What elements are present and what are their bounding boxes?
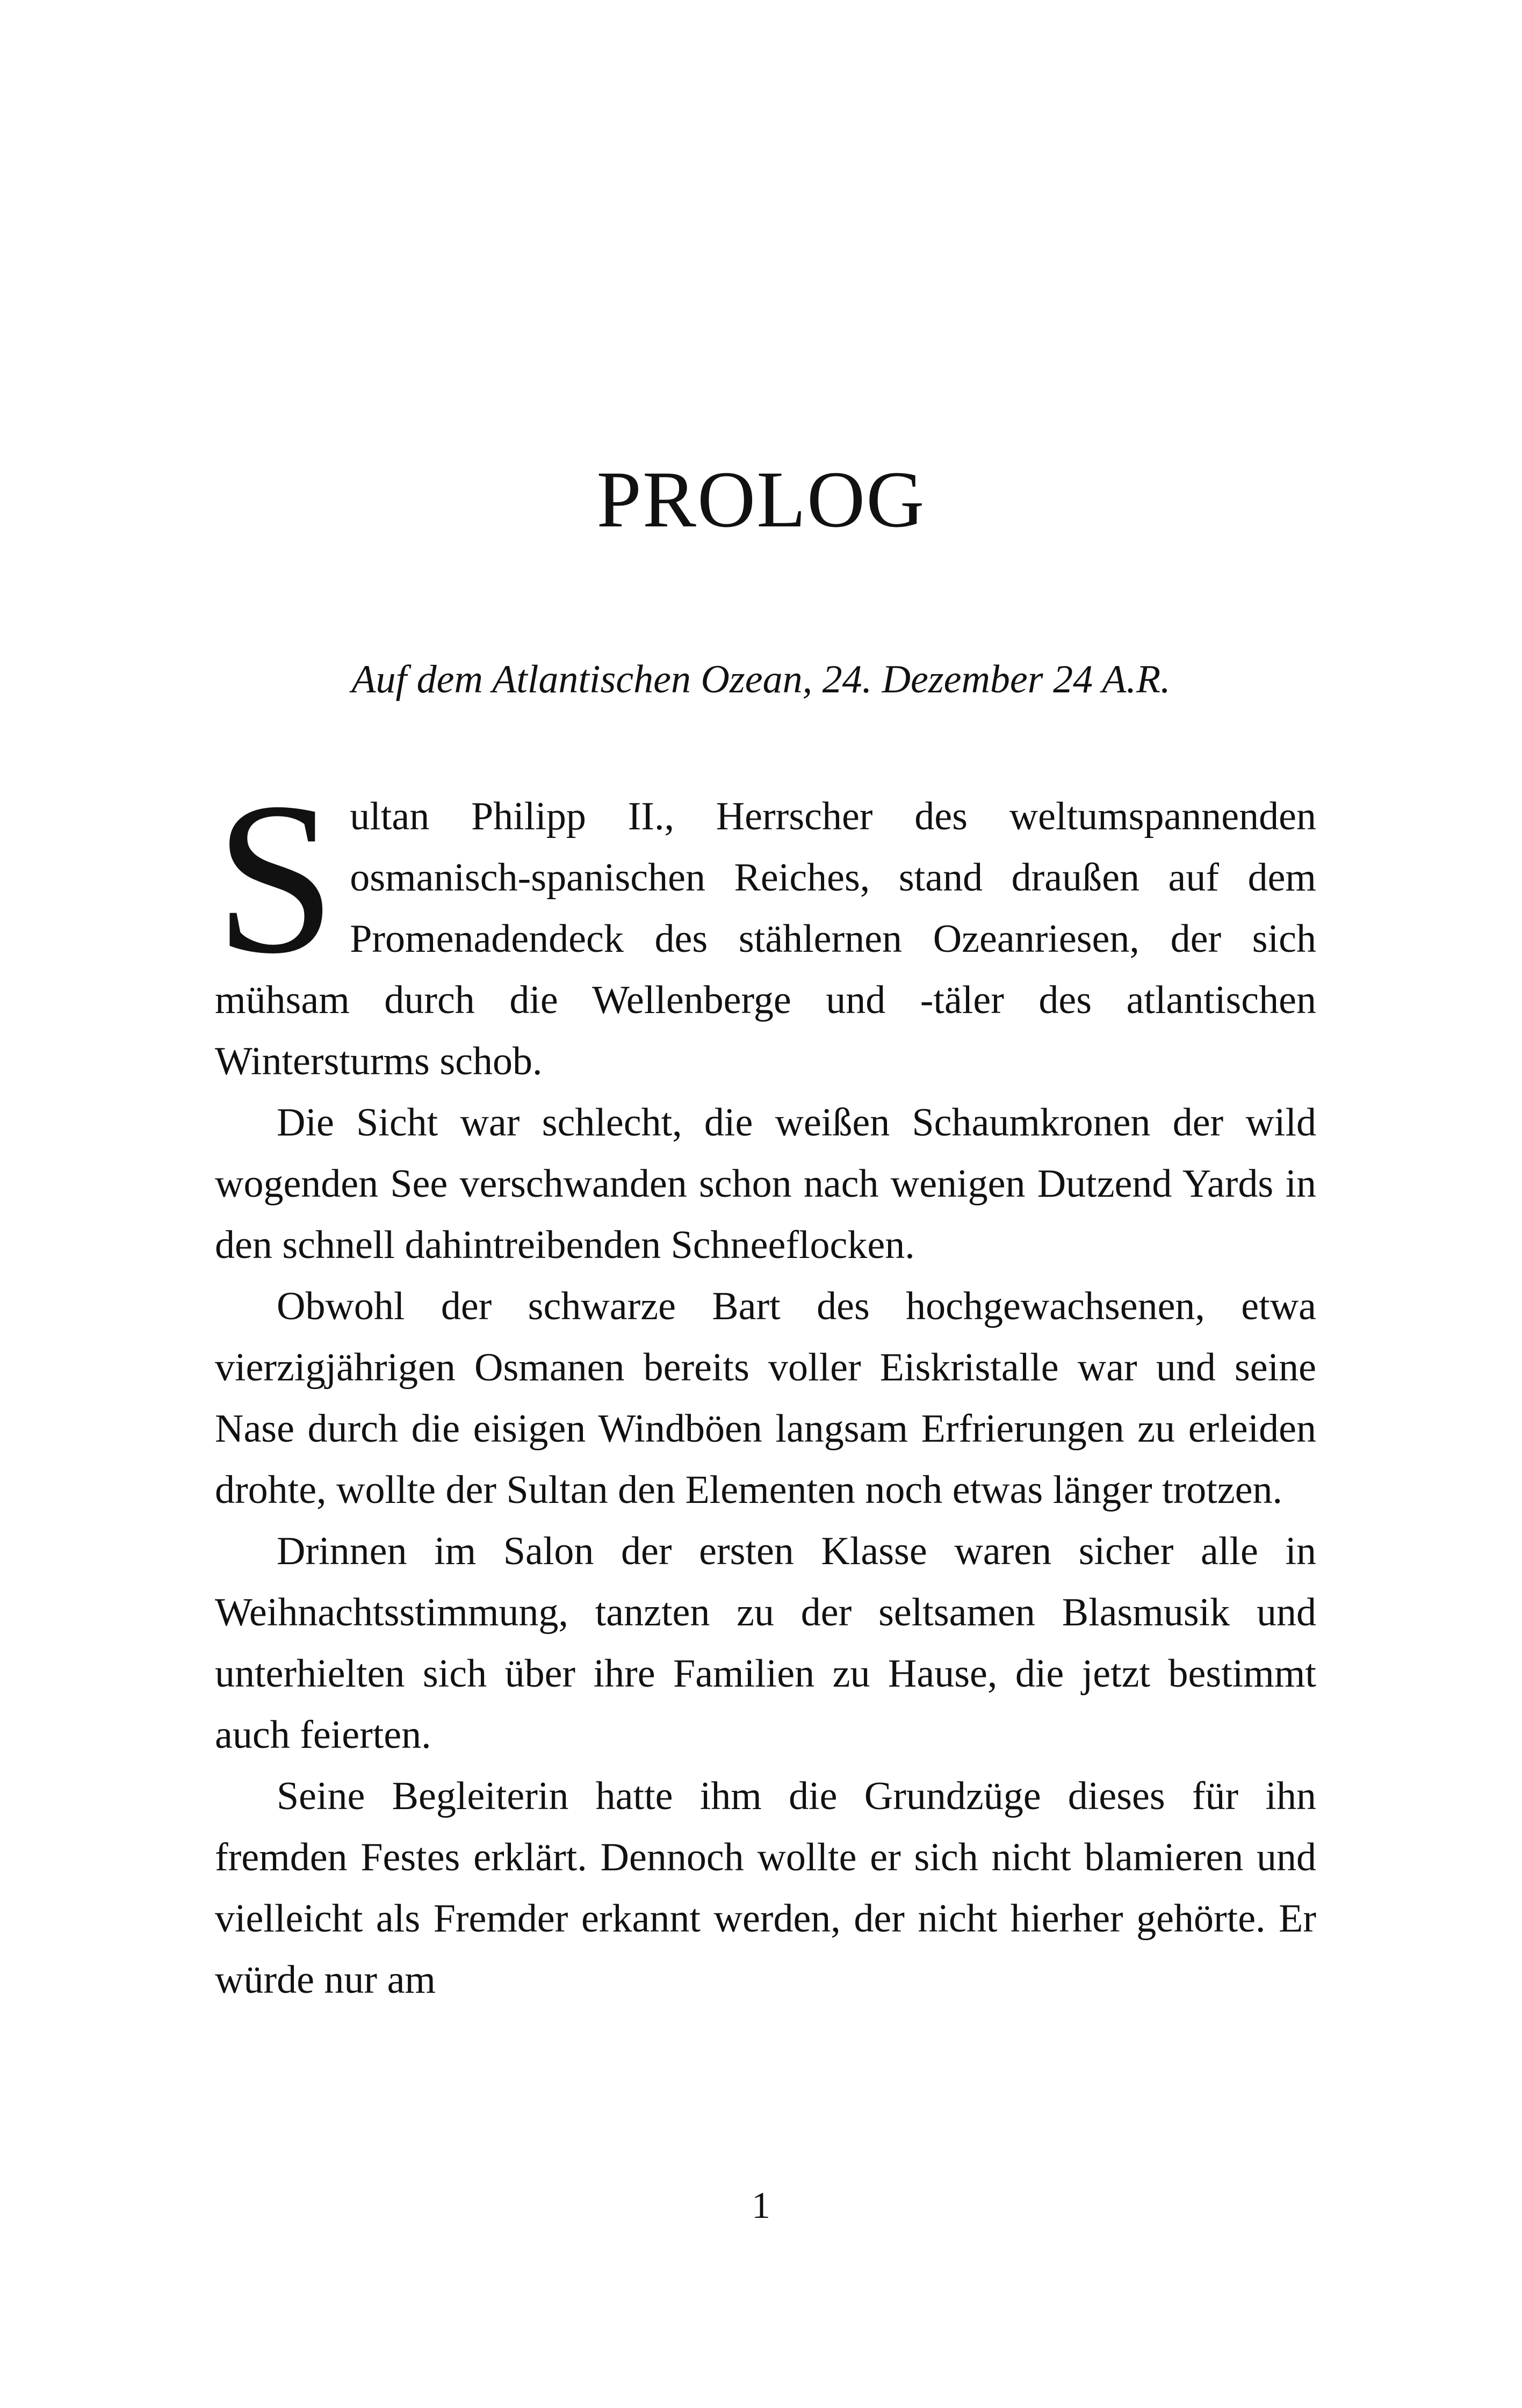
page-number: 1 xyxy=(752,2185,770,2226)
paragraph: Seine Begleiterin hatte ihm die Grundzüge dieses für ihn fremden Festes erklärt. Dennoch wollte er sich nicht blamieren und vielleicht als Fremder erkannt werden, der nicht hierher gehörte. Er würde nur am xyxy=(215,1774,1316,2002)
chapter-subtitle: Auf dem Atlantischen Ozean, 24. Dezember 24 A.R. xyxy=(351,657,1171,702)
paragraph: Drinnen im Salon der ersten Klasse waren sicher alle in Weihnachtsstimmung, tanzten zu der seltsamen Blasmusik und unterhielten sich über ihre Familien zu Hause, die jetzt bestimmt auch feierten. xyxy=(215,1529,1316,1757)
paragraph: Obwohl der schwarze Bart des hochgewachsenen, etwa vierzigjährigen Osmanen bereits voller Eiskristalle war und seine Nase durch die eisigen Windböen langsam Erfrierungen zu erleiden drohte, wollte der Sultan den Elementen noch etwas länger trotzen. xyxy=(215,1284,1316,1512)
paragraph-text: ultan Philipp II., Herrscher des weltumspannenden osmanisch-spanischen Reiches, stand draußen auf dem Promenadendeck des stählernen Ozeanriesen, der sich mühsam durch die Wellenberge und -täler des atlantischen Wintersturms schob. xyxy=(215,794,1316,1083)
paragraph: Die Sicht war schlecht, die weißen Schaumkronen der wild wogenden See verschwanden schon nach wenigen Dutzend Yards in den schnell dahintreibenden Schneeflocken. xyxy=(215,1101,1316,1267)
chapter-title: PROLOG xyxy=(596,455,926,544)
body-text xyxy=(215,757,1316,2011)
drop-cap: S xyxy=(215,757,336,999)
paragraph xyxy=(215,757,1316,1092)
